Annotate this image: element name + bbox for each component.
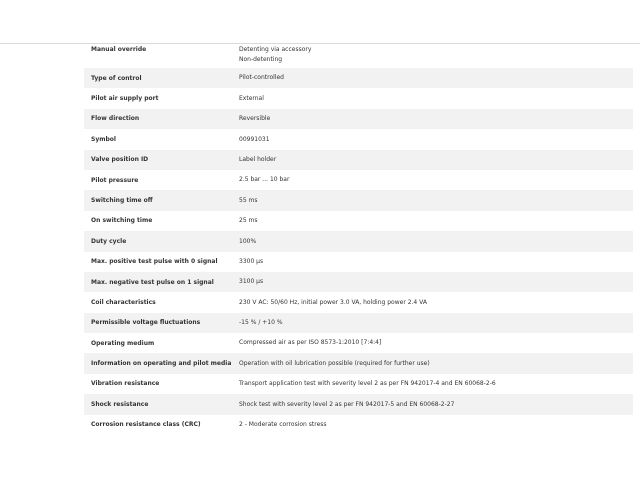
spec-value-line: Pilot-controlled (239, 74, 284, 82)
spec-value (239, 190, 633, 210)
spec-row (84, 292, 633, 312)
spec-value-line: 2.5 bar ... 10 bar (239, 176, 290, 184)
spec-label: Max. negative test pulse on 1 signal (91, 278, 214, 286)
spec-label: Symbol (91, 135, 116, 143)
spec-value (239, 129, 633, 149)
spec-value-line: Compressed air as per ISO 8573-1:2010 [7:4:4] (239, 339, 382, 347)
spec-value (239, 333, 633, 353)
spec-label: Information on operating and pilot media (91, 360, 232, 368)
spec-value (239, 231, 633, 251)
spec-label: Corrosion resistance class (CRC) (91, 421, 201, 429)
spec-row (84, 272, 633, 292)
spec-value (239, 109, 633, 129)
spec-row (84, 333, 633, 353)
spec-label: On switching time (91, 217, 153, 225)
spec-value-line: 100% (239, 237, 257, 245)
spec-value-line: External (239, 94, 264, 102)
spec-label: Shock resistance (91, 400, 149, 408)
spec-value-line: Detenting via accessory (239, 46, 312, 53)
spec-label: Type of control (91, 74, 142, 82)
spec-value-line: 2 - Moderate corrosion stress (239, 421, 327, 429)
spec-row (84, 374, 633, 394)
spec-row (84, 211, 633, 231)
spec-label: Switching time off (91, 196, 153, 204)
spec-value-line: 55 ms (239, 196, 258, 204)
spec-row (84, 415, 633, 435)
spec-row (84, 231, 633, 251)
spec-row (84, 68, 633, 88)
spec-row (84, 353, 633, 373)
spec-label: Max. positive test pulse with 0 signal (91, 258, 218, 266)
spec-value (239, 415, 633, 435)
spec-label: Pilot air supply port (91, 94, 159, 102)
spec-row (84, 150, 633, 170)
spec-value (239, 211, 633, 231)
spec-value-line: Transport application test with severity level 2 as per FN 942017-4 and EN 60068-2-6 (239, 380, 496, 388)
spec-value (239, 374, 633, 394)
spec-label: Operating medium (91, 339, 155, 347)
spec-value-line: Label holder (239, 155, 277, 163)
spec-value-line: Shock test with severity level 2 as per FN 942017-5 and EN 60068-2-27 (239, 400, 455, 408)
spec-value-line: Reversible (239, 115, 271, 123)
spec-label: Permissible voltage fluctuations (91, 319, 201, 327)
spec-value (239, 292, 633, 312)
spec-value-line: Operation with oil lubrication possible (required for further use) (239, 359, 430, 367)
spec-row (84, 170, 633, 190)
spec-row (84, 252, 633, 272)
spec-value-line: 230 V AC: 50/60 Hz, initial power 3.0 VA, holding power 2.4 VA (239, 298, 427, 306)
spec-value-line: 3100 µs (239, 278, 264, 286)
spec-value (239, 313, 633, 333)
spec-row (84, 190, 633, 210)
spec-label: Manual override (91, 46, 147, 53)
spec-label: Flow direction (91, 115, 140, 123)
spec-label: Vibration resistance (91, 380, 160, 388)
spec-value-line: 00991031 (239, 135, 270, 143)
spec-value-line: Non-detenting (239, 55, 283, 63)
spec-label: Pilot pressure (91, 176, 139, 184)
spec-row (84, 88, 633, 108)
spec-value-line: 25 ms (239, 217, 258, 225)
spec-value (239, 272, 633, 292)
spec-row (84, 129, 633, 149)
spec-value (239, 68, 633, 88)
spec-label: Coil characteristics (91, 298, 156, 306)
spec-row (84, 313, 633, 333)
spec-value (239, 252, 633, 272)
spec-row (84, 394, 633, 414)
spec-value-line: -15 % / +10 % (239, 319, 283, 327)
spec-value (239, 353, 633, 373)
spec-label: Valve position ID (91, 156, 149, 164)
spec-value (239, 150, 633, 170)
spec-row (84, 109, 633, 129)
spec-value-line: 3300 µs (239, 257, 264, 265)
spec-value (239, 43, 633, 68)
spec-value (239, 394, 633, 414)
spec-label: Duty cycle (91, 237, 127, 245)
spec-value (239, 88, 633, 108)
spec-row (84, 43, 633, 68)
specification-table (84, 43, 633, 435)
top-header-bar (0, 0, 640, 44)
spec-value (239, 170, 633, 190)
